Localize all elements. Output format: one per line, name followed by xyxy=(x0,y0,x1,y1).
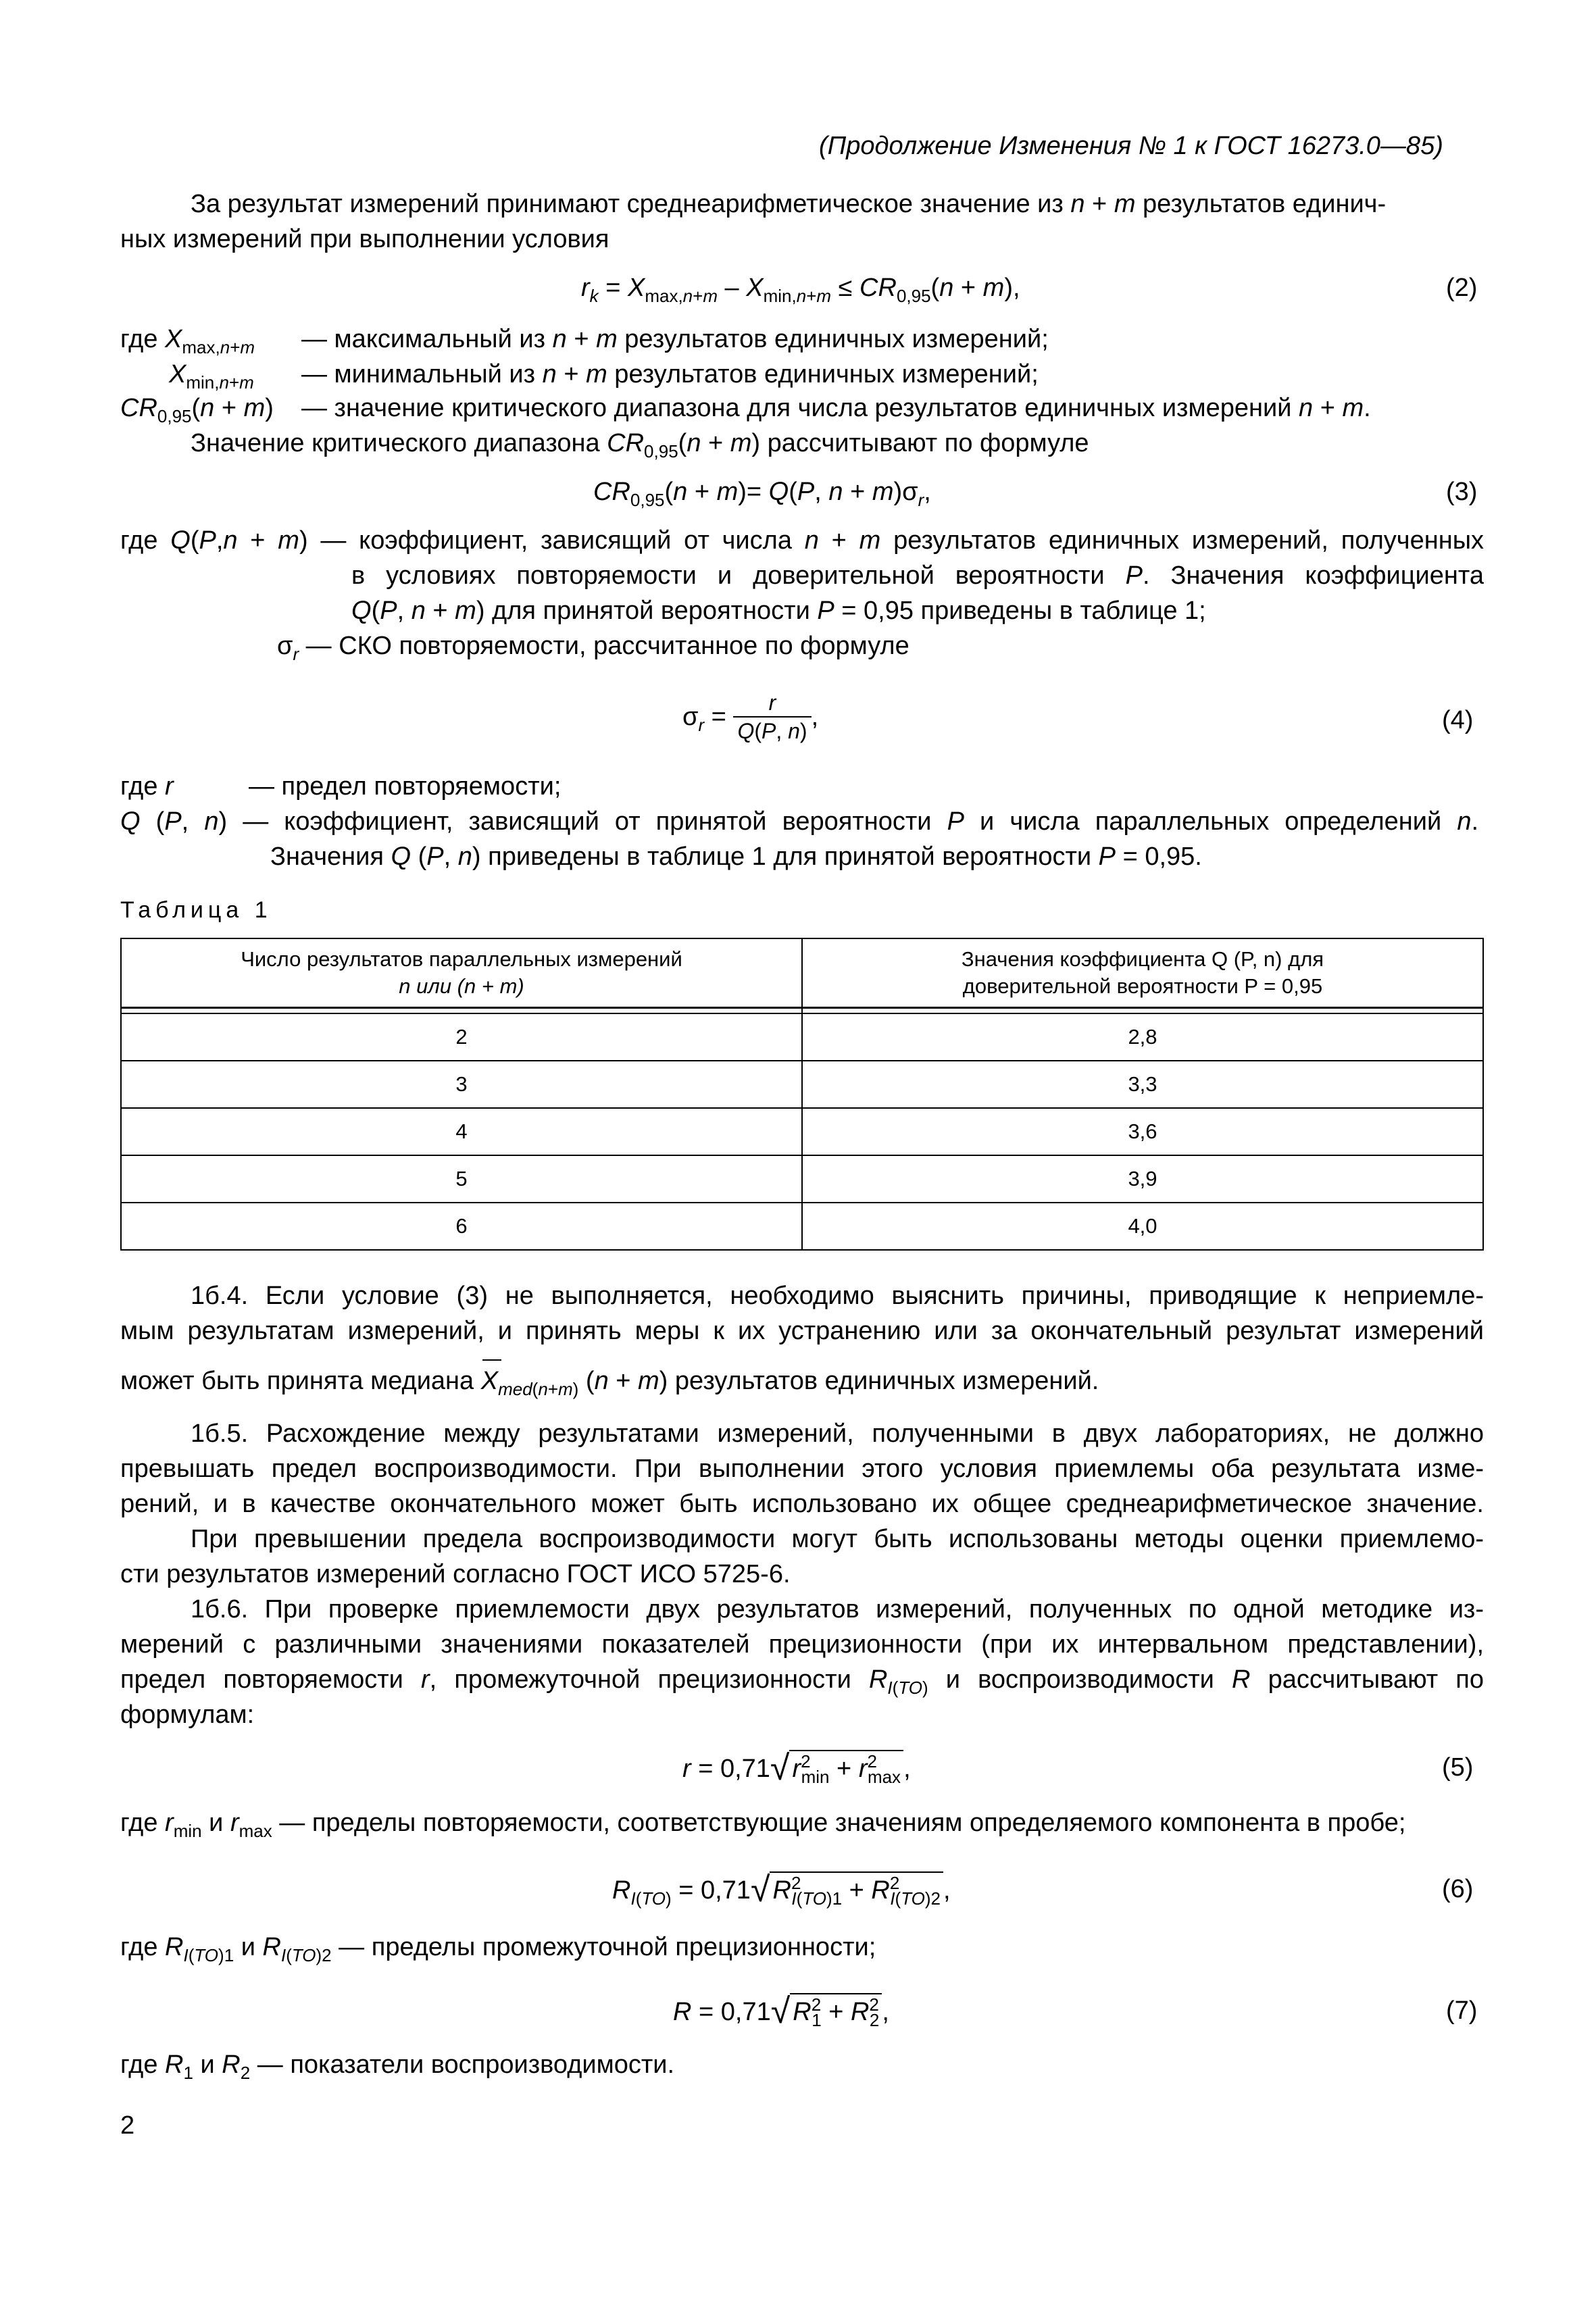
formula-number: (4) xyxy=(1442,706,1474,734)
table-header-cell: Число результатов параллельных измерений n или (n + m) xyxy=(121,938,802,1008)
definition-line: $\sigma_r$ — СКО повторяемости, рассчитанное по формуле xyxy=(277,632,909,664)
running-header: (Продолжение Изменения № 1 к ГОСТ 16273.0—85) xyxy=(819,132,1443,160)
table-row xyxy=(121,1061,1483,1108)
definition-line: $X_{min,n+m}$ xyxy=(169,360,254,393)
table-row xyxy=(121,1155,1483,1203)
definition-line: где r xyxy=(120,772,174,801)
definition-line: где $X_{max,n+m}$ xyxy=(120,325,255,357)
table-header-cell: Значения коэффициента Q (P, n) для доверительной вероятности P = 0,95 xyxy=(802,938,1483,1008)
table-cell: 3 xyxy=(121,1061,802,1108)
definition-line: — минимальный из n + m результатов единичных измерений; xyxy=(301,360,1039,388)
definition-line: где $r_{min}$ и $r_{max}$ — пределы повторяемости, соответствующие значениям определяемого компонента в пробе; xyxy=(120,1809,1406,1841)
page-number: 2 xyxy=(120,2111,135,2140)
formula-3: $CR_{0,95}(n + m)= Q(P$, $n + m)\sigma_r$, xyxy=(593,478,931,510)
definition-line: — предел повторяемости; xyxy=(249,772,562,801)
fraction: $\frac{r}{Q(P, n)}$ xyxy=(733,689,811,745)
paragraph-line: сти результатов измерений согласно ГОСТ ИСО 5725-6. xyxy=(120,1560,791,1588)
formula-6: $R_{I(TO)} = 0,71√$ $R^2_{I(TO)1} + R^2_{I(TO)2}$ , xyxy=(612,1870,951,1909)
formula-7: R = 0,71√ $R^2_1 + R^2_2$ , xyxy=(673,1992,889,2031)
paragraph-line: 1б.4. Если условие (3) не выполняется, необходимо выяснить причины, приводящие к неприемле- xyxy=(191,1282,1484,1310)
paragraph-line: 1б.5. Расхождение между результатами измерений, полученными в двух лабораториях, не должно xyxy=(191,1419,1484,1448)
table-cell: 4 xyxy=(121,1108,802,1155)
definition-line: где $R_{I(TO)1}$ и $R_{I(TO)2}$ — пределы промежуточной прецизионности; xyxy=(120,1933,876,1965)
paragraph-line: может быть принята медиана $X_{med(n+m)}$ (n + m) результатов единичных измерений. xyxy=(120,1363,1099,1399)
definition-line: — максимальный из n + m результатов единичных измерений; xyxy=(301,325,1049,353)
paragraph-line: предел повторяемости r, промежуточной прецизионности $R_{I(TO)}$ и воспроизводимости R рассчитывают по xyxy=(120,1665,1485,1698)
formula-number: (5) xyxy=(1442,1753,1474,1782)
table-caption: Таблица 1 xyxy=(120,897,272,923)
coefficient-table xyxy=(120,938,1484,1251)
definition-line: $CR_{0,95}(n + m)$ xyxy=(120,394,274,426)
paragraph-line: превышать предел воспроизводимости. При выполнении этого условия приемлемы оба результата изме- xyxy=(120,1455,1484,1483)
table-cell: 3,3 xyxy=(802,1061,1483,1108)
formula-2: $r_k = X_{max,n+m} - X_{min,n+m} \le CR_{0,95}(n + m)$, xyxy=(581,274,1020,306)
definition-line: в условиях повторяемости и доверительной вероятности P. Значения коэффициента xyxy=(351,561,1484,590)
paragraph-line: За результат измерений принимают среднеарифметическое значение из n + m результатов единич- xyxy=(191,190,1387,218)
table-cell: 2,8 xyxy=(802,1013,1483,1061)
paragraph-line: 1б.6. При проверке приемлемости двух результатов измерений, полученных по одной методике из- xyxy=(191,1595,1484,1624)
paragraph-line: мым результатам измерений, и принять меры к их устранению или за окончательный результат измерений xyxy=(120,1317,1484,1345)
formula-5: r = 0,71√ $r^2_{min} + r^2_{max}$ , xyxy=(682,1749,911,1788)
definition-line: — значение критического диапазона для числа результатов единичных измерений n + m. xyxy=(301,394,1371,422)
paragraph-line: рений, и в качестве окончательного может быть использовано их общее среднеарифметическое значение. xyxy=(120,1490,1484,1518)
table-cell: 3,6 xyxy=(802,1108,1483,1155)
paragraph-line: формулам: xyxy=(120,1701,255,1729)
paragraph-line: Значение критического диапазона $CR_{0,95}(n + m)$ рассчитывают по формуле xyxy=(191,429,1089,461)
definition-line: где Q(P,n + m) — коэффициент, зависящий от числа n + m результатов единичных измерений, полученных xyxy=(120,526,1485,555)
paragraph-line: ных измерений при выполнении условия xyxy=(120,225,609,253)
definition-line: Значения Q (P, n) приведены в таблице 1 для принятой вероятности P = 0,95. xyxy=(270,842,1202,871)
paragraph-line: При превышении предела воспроизводимости могут быть использованы методы оценки приемлемо- xyxy=(191,1525,1484,1553)
table-row xyxy=(121,1203,1483,1250)
formula-4: $\sigma_r$ = $\frac{r}{Q(P, n)}$ , xyxy=(682,690,819,743)
table-cell: 3,9 xyxy=(802,1155,1483,1203)
table-row xyxy=(121,1108,1483,1155)
definition-line: где $R_1$ и $R_2$ — показатели воспроизводимости. xyxy=(120,2051,675,2083)
definition-line: Q(P, n + m) для принятой вероятности P = 0,95 приведены в таблице 1; xyxy=(351,597,1206,625)
table-cell: 5 xyxy=(121,1155,802,1203)
formula-number: (2) xyxy=(1446,274,1478,302)
formula-number: (7) xyxy=(1446,1996,1478,2025)
paragraph-line: мерений с различными значениями показателей прецизионности (при их интервальном представлении), xyxy=(120,1630,1484,1659)
formula-number: (6) xyxy=(1442,1875,1474,1903)
table-row xyxy=(121,1013,1483,1061)
table-cell: 6 xyxy=(121,1203,802,1250)
table-cell: 4,0 xyxy=(802,1203,1483,1250)
formula-number: (3) xyxy=(1446,478,1478,506)
definition-line: Q (P, n) — коэффициент, зависящий от принятой вероятности P и числа параллельных определений n. xyxy=(120,807,1479,836)
table-cell: 2 xyxy=(121,1013,802,1061)
